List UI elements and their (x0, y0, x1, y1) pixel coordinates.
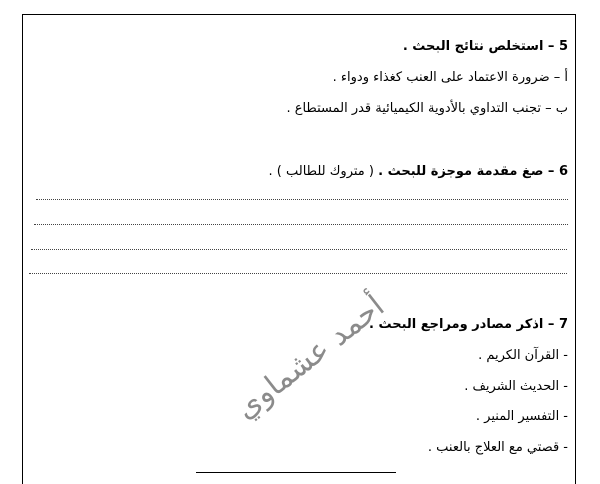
reference-item: - التفسير المنير . (475, 409, 568, 424)
section5-item-b: ب – تجنب التداوي بالأدوية الكيميائية قدر المستطاع . (286, 101, 568, 116)
author-watermark: أحمد عشماوي (228, 288, 392, 427)
reference-item: - قصتي مع العلاج بالعنب . (427, 440, 568, 455)
section7-heading: 7 – اذكر مصادر ومراجع البحث . (368, 317, 568, 332)
reference-item: - الحديث الشريف . (464, 379, 568, 394)
answer-line-2 (34, 224, 568, 225)
answer-line-1 (36, 199, 568, 200)
answer-line-3 (31, 249, 567, 250)
answer-line-4 (29, 273, 567, 274)
reference-item: - القرآن الكريم . (478, 348, 568, 363)
section6-heading (269, 163, 569, 181)
footer-rule (196, 472, 396, 473)
section6-note: ( متروك للطالب ) . (268, 164, 379, 179)
section6-heading-text: 6 – صغ مقدمة موجزة للبحث . (378, 164, 568, 179)
section5-heading: 5 – استخلص نتائج البحث . (402, 39, 568, 54)
section5-item-a: أ – ضرورة الاعتماد على العنب كغذاء ودواء . (332, 70, 568, 85)
